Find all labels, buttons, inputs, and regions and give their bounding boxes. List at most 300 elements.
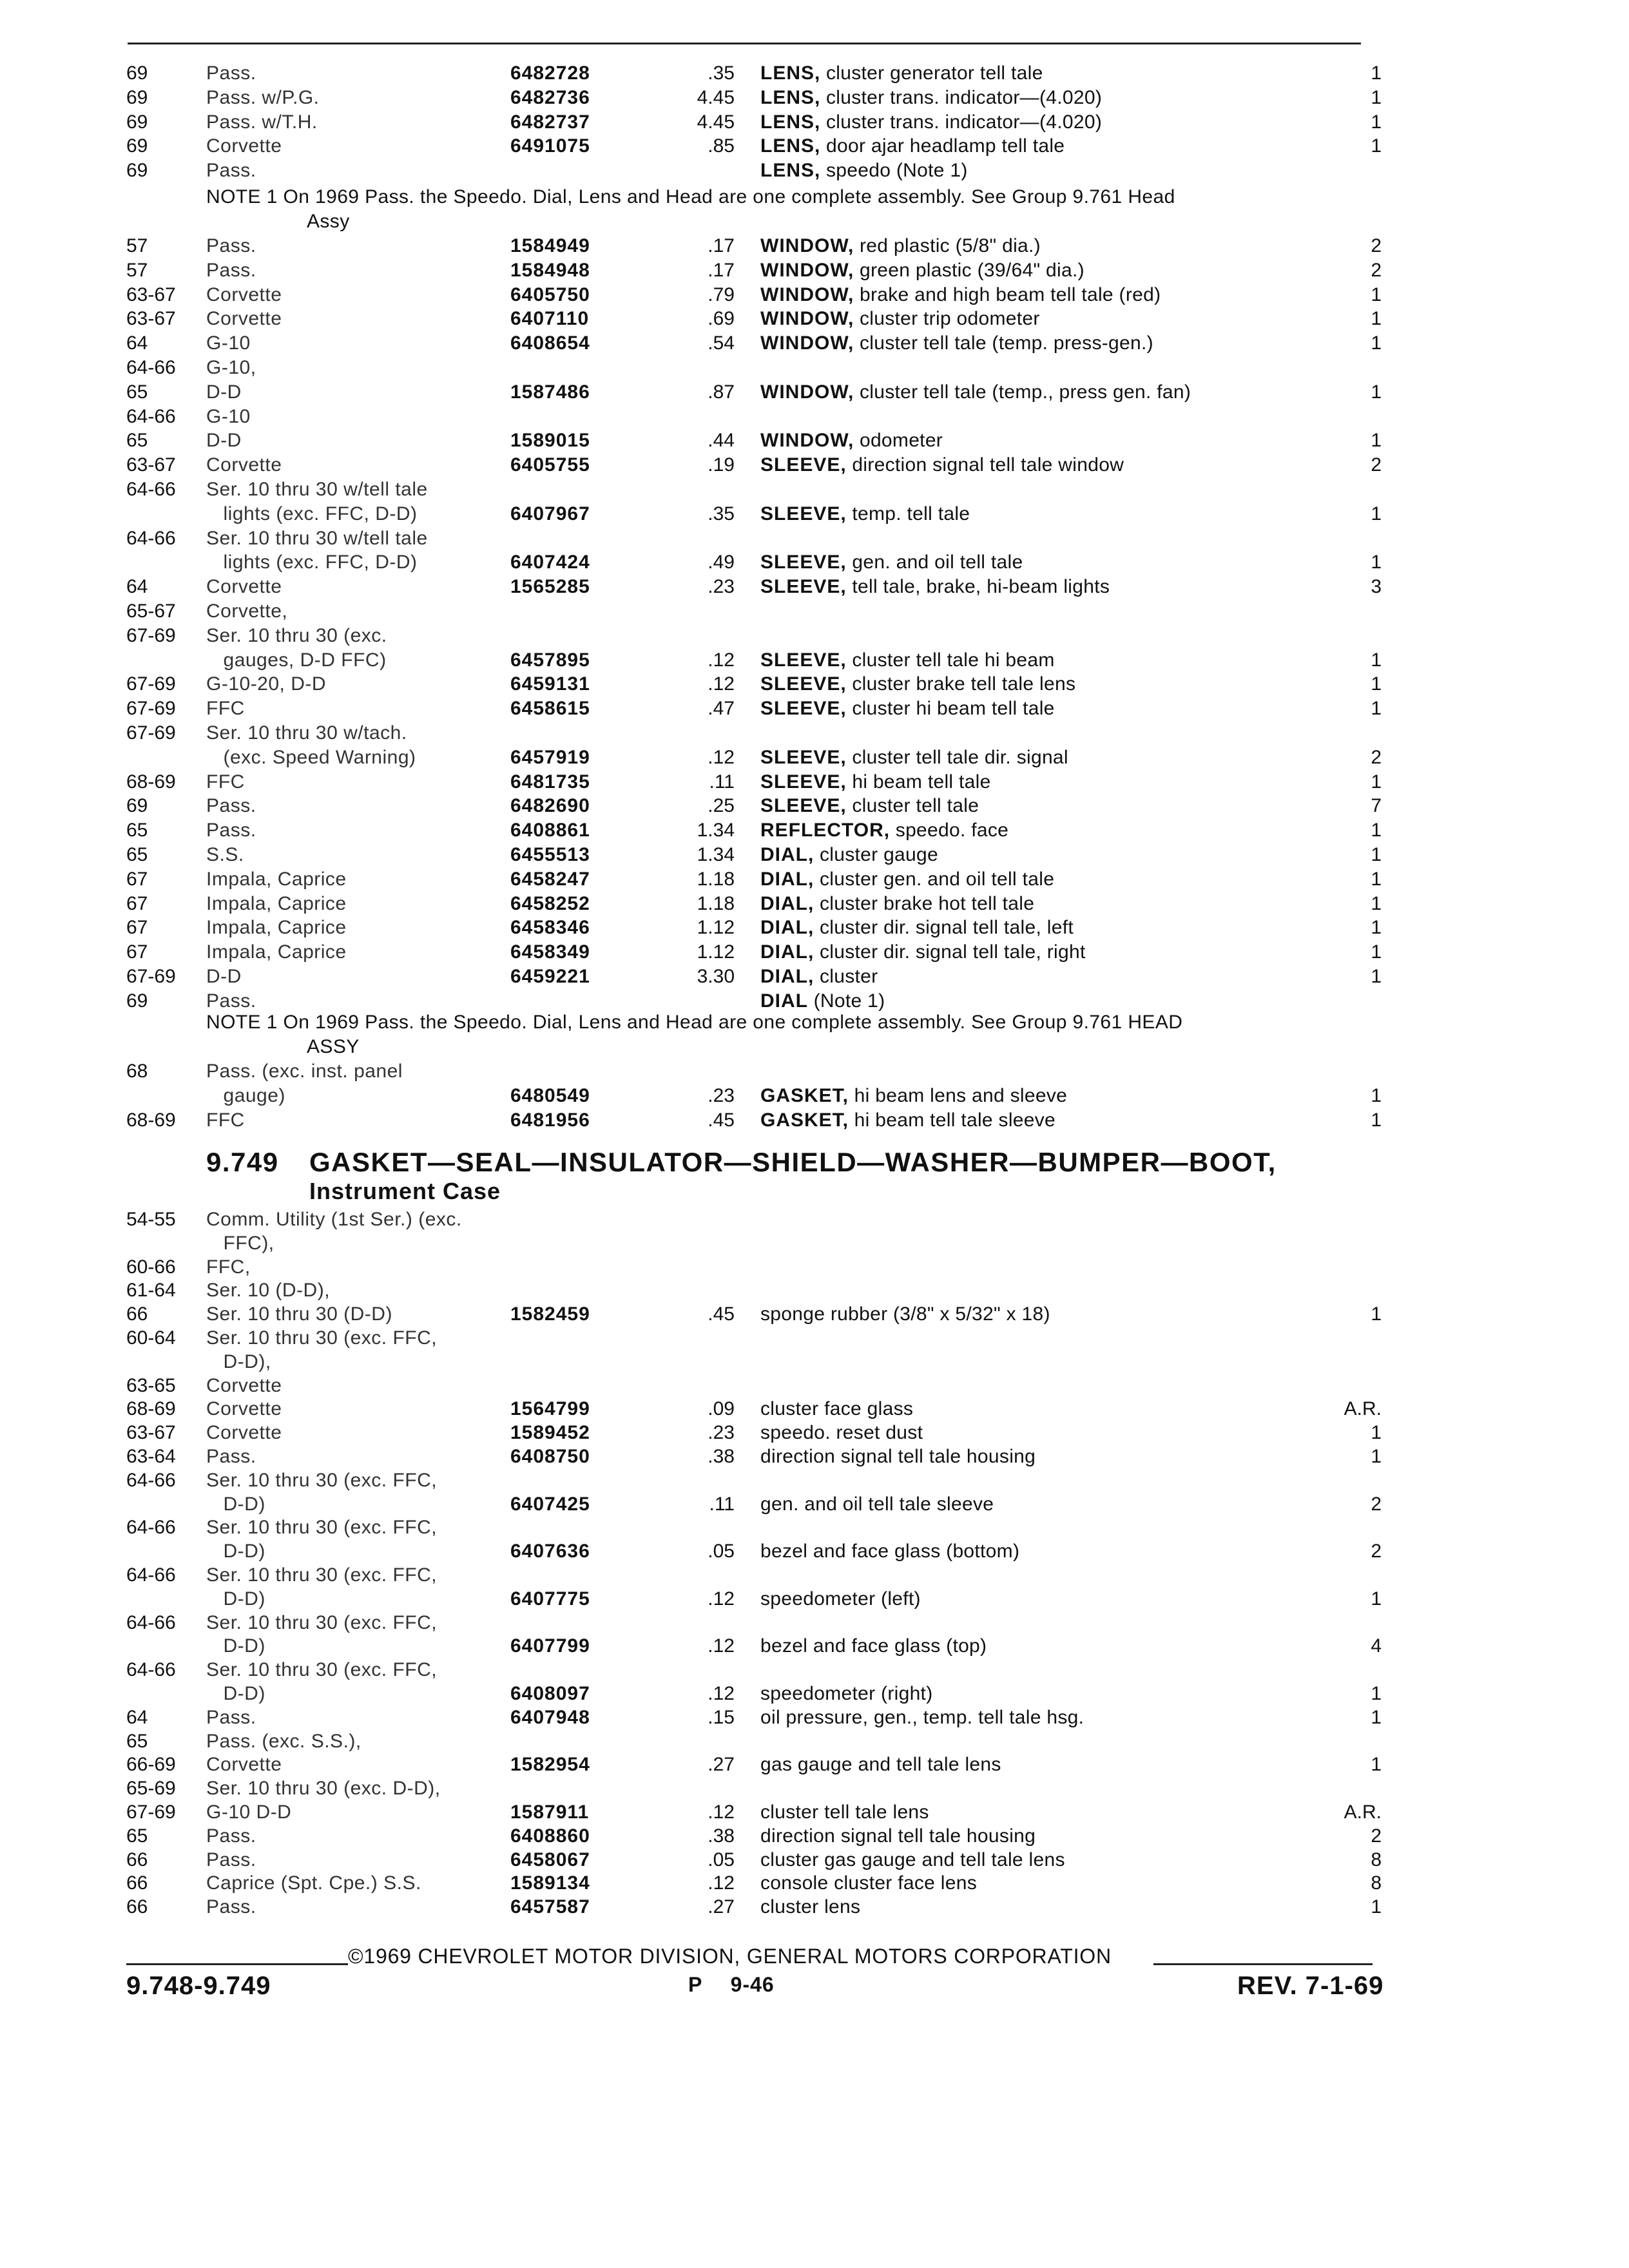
model-years: 65 <box>126 844 148 865</box>
table-row <box>0 1611 1629 1635</box>
model-years: 65 <box>126 430 148 452</box>
model-application: Ser. 10 thru 30 (exc. FFC, <box>206 1517 438 1539</box>
model-application: Corvette <box>206 454 282 476</box>
table-row <box>0 405 1629 429</box>
quantity: 1 <box>1371 62 1382 84</box>
part-name: DIAL, <box>760 941 815 963</box>
model-application: Pass. <box>206 795 256 817</box>
model-years: 69 <box>126 135 148 157</box>
description-text: cluster generator tell tale <box>826 62 1043 84</box>
footer-revision: REV. 7-1-69 <box>1237 1972 1384 2000</box>
part-description <box>760 648 1327 673</box>
part-name: SLEEVE, <box>760 673 847 695</box>
section-subtitle: Instrument Case <box>309 1178 501 1204</box>
description-text: cluster tell tale lens <box>760 1802 929 1823</box>
footer-rule-right <box>1153 1963 1373 1965</box>
part-description <box>760 1539 1327 1564</box>
part-description <box>760 134 1327 159</box>
quantity: 7 <box>1371 795 1382 817</box>
description-text: cluster <box>819 966 878 987</box>
description-text: cluster trip odometer <box>859 308 1040 330</box>
model-application: Corvette <box>206 284 282 305</box>
model-years: 61-64 <box>126 1280 176 1302</box>
table-row <box>0 159 1629 183</box>
list-price: .27 <box>708 1896 735 1918</box>
model-years: 64 <box>126 576 148 598</box>
description-text: cluster dir. signal tell tale, left <box>819 917 1074 939</box>
part-number: 1589015 <box>510 430 590 452</box>
part-name: SLEEVE, <box>760 454 847 476</box>
description-text: console cluster face lens <box>760 1872 978 1894</box>
model-years: 68-69 <box>126 1109 176 1131</box>
part-name: DIAL <box>760 990 808 1012</box>
part-number: 6407110 <box>510 308 590 330</box>
model-years: 63-67 <box>126 284 176 305</box>
model-application: (exc. Speed Warning) <box>206 746 416 768</box>
part-number: 6407425 <box>510 1493 590 1515</box>
section-number: 9.749 <box>206 1147 279 1177</box>
part-description <box>760 1084 1327 1108</box>
model-years: 64-66 <box>126 527 176 549</box>
table-row <box>0 86 1629 110</box>
description-text: temp. tell tale <box>852 503 970 524</box>
model-years: 69 <box>126 160 148 182</box>
model-application: D-D) <box>206 1493 265 1515</box>
description-text: hi beam tell tale sleeve <box>854 1109 1056 1131</box>
table-row <box>0 356 1629 380</box>
quantity: 1 <box>1371 135 1382 157</box>
quantity: 1 <box>1371 86 1382 108</box>
model-application: Pass. <box>206 160 256 182</box>
model-application: G-10, <box>206 357 256 378</box>
part-number: 6407636 <box>510 1541 590 1562</box>
table-row <box>0 672 1629 697</box>
description-text: speedo. reset dust <box>760 1422 923 1444</box>
list-price: .09 <box>708 1398 735 1420</box>
part-description <box>760 283 1327 307</box>
part-name: SLEEVE, <box>760 795 847 817</box>
part-name: GASKET, <box>760 1109 849 1131</box>
table-row <box>0 648 1629 673</box>
list-price: .69 <box>708 308 735 330</box>
description-text: cluster tell tale (temp., press gen. fan) <box>859 381 1191 403</box>
list-price: 4.45 <box>697 111 735 133</box>
list-price: .87 <box>708 381 735 403</box>
model-application: Pass. <box>206 1706 256 1728</box>
part-number: 6459131 <box>510 673 590 695</box>
table-row <box>0 1563 1629 1588</box>
part-number: 1584948 <box>510 259 590 281</box>
table-row <box>0 867 1629 892</box>
list-price: .23 <box>708 576 735 598</box>
table-row <box>0 526 1629 551</box>
table-row <box>0 258 1629 283</box>
model-years: 69 <box>126 62 148 84</box>
model-application: Corvette <box>206 308 282 330</box>
model-application: D-D) <box>206 1588 265 1610</box>
description-text: speedo. face <box>895 820 1009 841</box>
part-name: DIAL, <box>760 966 815 987</box>
part-number: 6482728 <box>510 62 590 84</box>
model-application: D-D <box>206 430 242 452</box>
quantity: 1 <box>1371 1303 1382 1325</box>
table-row <box>0 1895 1629 1919</box>
quantity: 1 <box>1371 1683 1382 1704</box>
table-row <box>0 624 1629 648</box>
table-row <box>0 1800 1629 1825</box>
quantity: 2 <box>1371 454 1382 476</box>
part-number: 6459221 <box>510 966 590 987</box>
note-1-cont: Assy <box>307 211 350 232</box>
description-text: red plastic (5/8" dia.) <box>859 235 1041 256</box>
quantity: 2 <box>1371 235 1382 256</box>
part-number: 1582954 <box>510 1754 590 1776</box>
quantity: 2 <box>1371 1493 1382 1515</box>
model-application: Comm. Utility (1st Ser.) (exc. <box>206 1209 462 1230</box>
description-text: gas gauge and tell tale lens <box>760 1754 1001 1776</box>
part-number: 6457895 <box>510 649 590 671</box>
quantity: 1 <box>1371 844 1382 865</box>
table-row <box>0 1682 1629 1706</box>
part-number: 6482690 <box>510 795 590 817</box>
table-row <box>0 134 1629 159</box>
model-application: D-D <box>206 381 242 403</box>
model-years: 66 <box>126 1303 148 1325</box>
part-name: SLEEVE, <box>760 649 847 671</box>
model-application: FFC <box>206 771 245 793</box>
description-text: cluster hi beam tell tale <box>852 698 1055 720</box>
model-years: 66 <box>126 1849 148 1870</box>
model-application: gauge) <box>206 1084 285 1106</box>
table-row <box>0 550 1629 575</box>
table-row <box>0 1326 1629 1350</box>
part-name: LENS, <box>760 86 821 108</box>
part-name: GASKET, <box>760 1084 849 1106</box>
model-application: Pass. <box>206 235 256 256</box>
part-name: SLEEVE, <box>760 503 847 524</box>
model-years: 64-66 <box>126 1517 176 1539</box>
table-row <box>0 1445 1629 1469</box>
table-row <box>0 1084 1629 1108</box>
table-row <box>0 331 1629 356</box>
list-price: .12 <box>708 1802 735 1823</box>
part-name: DIAL, <box>760 892 815 914</box>
quantity: 2 <box>1371 1541 1382 1562</box>
quantity: 1 <box>1371 1109 1382 1131</box>
part-description <box>760 428 1327 453</box>
part-description <box>760 110 1327 135</box>
quantity: 3 <box>1371 576 1382 598</box>
model-years: 67-69 <box>126 1802 176 1823</box>
description-text: tell tale, brake, hi-beam lights <box>852 576 1110 598</box>
table-row <box>0 1278 1629 1303</box>
model-years: 65-67 <box>126 601 176 622</box>
model-years: 69 <box>126 86 148 108</box>
model-application: D-D <box>206 966 242 987</box>
model-application: Pass. <box>206 1896 256 1918</box>
part-number: 6407948 <box>510 1706 590 1728</box>
description-text: cluster gauge <box>819 844 938 865</box>
model-application: Ser. 10 (D-D), <box>206 1280 331 1302</box>
part-name: WINDOW, <box>760 381 854 403</box>
part-description <box>760 1753 1327 1777</box>
model-years: 67 <box>126 941 148 963</box>
part-description <box>760 818 1327 843</box>
list-price: .15 <box>708 1706 735 1728</box>
list-price: .11 <box>709 771 735 793</box>
model-application: Pass. <box>206 62 256 84</box>
note-2-cont: ASSY <box>307 1036 360 1057</box>
part-number: 6480549 <box>510 1084 590 1106</box>
table-row <box>0 575 1629 599</box>
model-years: 64-66 <box>126 1469 176 1491</box>
table-row <box>0 1255 1629 1280</box>
list-price: .17 <box>708 259 735 281</box>
quantity: 1 <box>1371 966 1382 987</box>
model-years: 64-66 <box>126 405 176 427</box>
list-price: .12 <box>708 746 735 768</box>
model-application: Pass. w/T.H. <box>206 111 318 133</box>
model-application: FFC <box>206 1109 245 1131</box>
model-application: Pass. (exc. inst. panel <box>206 1061 403 1082</box>
table-row <box>0 1824 1629 1849</box>
part-description <box>760 307 1327 331</box>
part-description <box>760 86 1327 110</box>
footer-rule-left <box>126 1963 348 1965</box>
model-application: Corvette, <box>206 601 288 622</box>
part-number: 6455513 <box>510 844 590 865</box>
list-price: .17 <box>708 235 735 256</box>
model-application: FFC, <box>206 1256 251 1278</box>
part-number: 6408860 <box>510 1825 590 1847</box>
model-application: Ser. 10 thru 30 (exc. FFC, <box>206 1469 438 1491</box>
table-row <box>0 1658 1629 1682</box>
model-years: 67 <box>126 917 148 939</box>
description-text: gen. and oil tell tale sleeve <box>760 1493 994 1515</box>
part-description <box>760 1108 1327 1133</box>
table-row <box>0 770 1629 794</box>
part-number: 6481735 <box>510 771 590 793</box>
model-application: Pass. <box>206 1849 256 1870</box>
quantity: 1 <box>1371 552 1382 573</box>
part-name: DIAL, <box>760 917 815 939</box>
part-number: 6408750 <box>510 1446 590 1467</box>
part-number: 1587486 <box>510 381 590 403</box>
model-years: 67-69 <box>126 698 176 720</box>
part-number: 6407799 <box>510 1635 590 1657</box>
description-text: cluster tell tale hi beam <box>852 649 1055 671</box>
part-number: 6458067 <box>510 1849 590 1870</box>
description-text: cluster brake hot tell tale <box>819 892 1035 914</box>
part-number: 1584949 <box>510 235 590 256</box>
description-text: sponge rubber (3/8" x 5/32" x 18) <box>760 1303 1050 1325</box>
part-description <box>760 745 1327 770</box>
part-description <box>760 770 1327 794</box>
model-application: D-D) <box>206 1541 265 1562</box>
part-name: SLEEVE, <box>760 746 847 768</box>
list-price: 3.30 <box>697 966 735 987</box>
model-years: 65 <box>126 381 148 403</box>
model-application: Corvette <box>206 1398 282 1420</box>
description-text: cluster tell tale dir. signal <box>852 746 1068 768</box>
description-text: speedometer (right) <box>760 1683 933 1704</box>
model-years: 69 <box>126 111 148 133</box>
part-name: LENS, <box>760 135 821 157</box>
quantity: 1 <box>1371 1754 1382 1776</box>
table-row <box>0 1468 1629 1493</box>
description-text: cluster gen. and oil tell tale <box>819 868 1055 890</box>
part-number: 1565285 <box>510 576 590 598</box>
model-years: 63-67 <box>126 1422 176 1444</box>
table-row <box>0 234 1629 258</box>
table-row <box>0 1729 1629 1754</box>
part-description <box>760 1871 1327 1896</box>
model-application: G-10-20, D-D <box>206 673 327 695</box>
quantity: 1 <box>1371 941 1382 963</box>
part-number: 6407775 <box>510 1588 590 1610</box>
model-application: Impala, Caprice <box>206 892 347 914</box>
part-description <box>760 965 1327 989</box>
description-text: cluster gas gauge and tell tale lens <box>760 1849 1065 1870</box>
description-text: hi beam tell tale <box>852 771 991 793</box>
part-description <box>760 159 1327 183</box>
model-years: 67-69 <box>126 624 176 646</box>
list-price: .12 <box>708 1872 735 1894</box>
model-years: 64-66 <box>126 1611 176 1633</box>
note-2: NOTE 1 On 1969 Pass. the Speedo. Dial, Lens and Head are one complete assembly. See Group 9.761 HEAD <box>206 1012 1183 1033</box>
model-application: Pass. <box>206 1446 256 1467</box>
table-row <box>0 697 1629 721</box>
list-price: .23 <box>708 1084 735 1106</box>
model-application: Corvette <box>206 1754 282 1776</box>
quantity: 1 <box>1371 1588 1382 1610</box>
model-years: 65 <box>126 820 148 841</box>
quantity: 1 <box>1371 284 1382 305</box>
list-price: .44 <box>708 430 735 452</box>
table-row <box>0 380 1629 405</box>
quantity: 4 <box>1371 1635 1382 1657</box>
list-price: .35 <box>708 62 735 84</box>
model-years: 69 <box>126 795 148 817</box>
description-text: cluster trans. indicator—(4.020) <box>826 86 1103 108</box>
part-description <box>760 1397 1327 1421</box>
quantity: 1 <box>1371 111 1382 133</box>
quantity: 1 <box>1371 503 1382 524</box>
model-years: 63-64 <box>126 1446 176 1467</box>
description-text: cluster brake tell tale lens <box>852 673 1076 695</box>
table-row <box>0 283 1629 307</box>
part-name: WINDOW, <box>760 332 854 354</box>
part-description <box>760 380 1327 405</box>
model-application: gauges, D-D FFC) <box>206 649 387 671</box>
part-description <box>760 1634 1327 1658</box>
model-years: 64-66 <box>126 357 176 378</box>
part-name: WINDOW, <box>760 235 854 256</box>
model-application: Ser. 10 thru 30 w/tell tale <box>206 479 428 500</box>
quantity: 1 <box>1371 698 1382 720</box>
model-years: 66-69 <box>126 1754 176 1776</box>
model-application: Ser. 10 thru 30 w/tell tale <box>206 527 428 549</box>
table-row <box>0 965 1629 989</box>
model-application: Ser. 10 thru 30 (exc. FFC, <box>206 1611 438 1633</box>
model-application: FFC <box>206 698 245 720</box>
table-row <box>0 892 1629 916</box>
model-years: 67-69 <box>126 673 176 695</box>
table-row <box>0 1108 1629 1133</box>
quantity: 1 <box>1371 771 1382 793</box>
model-application: Pass. <box>206 990 256 1012</box>
model-application: Ser. 10 thru 30 (exc. FFC, <box>206 1327 438 1349</box>
description-text: speedometer (left) <box>760 1588 921 1610</box>
description-text: direction signal tell tale housing <box>760 1446 1036 1467</box>
description-text: odometer <box>859 430 943 452</box>
part-name: SLEEVE, <box>760 552 847 573</box>
table-row <box>0 916 1629 940</box>
quantity: 1 <box>1371 892 1382 914</box>
model-application: lights (exc. FFC, D-D) <box>206 552 418 573</box>
model-years: 69 <box>126 990 148 1012</box>
list-price: .38 <box>708 1825 735 1847</box>
description-text: oil pressure, gen., temp. tell tale hsg. <box>760 1706 1084 1728</box>
model-years: 66 <box>126 1872 148 1894</box>
model-application: FFC), <box>206 1232 275 1254</box>
list-price: .45 <box>708 1109 735 1131</box>
table-row <box>0 1374 1629 1398</box>
part-description <box>760 1302 1327 1327</box>
list-price: .49 <box>708 552 735 573</box>
part-description <box>760 672 1327 697</box>
part-description <box>760 575 1327 599</box>
section-heading <box>206 1147 1277 1178</box>
table-row <box>0 1492 1629 1517</box>
description-text: direction signal tell tale housing <box>760 1825 1036 1847</box>
table-row <box>0 1350 1629 1374</box>
list-price: 1.34 <box>697 820 735 841</box>
table-row <box>0 477 1629 502</box>
part-number: 6481956 <box>510 1109 590 1131</box>
list-price: .23 <box>708 1422 735 1444</box>
part-number: 6482737 <box>510 111 590 133</box>
table-row <box>0 1421 1629 1445</box>
description-text: bezel and face glass (top) <box>760 1635 987 1657</box>
part-number: 1589452 <box>510 1422 590 1444</box>
description-text: hi beam lens and sleeve <box>854 1084 1068 1106</box>
table-row <box>0 1848 1629 1872</box>
part-description <box>760 892 1327 916</box>
quantity: 1 <box>1371 820 1382 841</box>
quantity: 2 <box>1371 746 1382 768</box>
part-description <box>760 1706 1327 1730</box>
model-application: Ser. 10 thru 30 (exc. <box>206 624 387 646</box>
quantity: 2 <box>1371 259 1382 281</box>
list-price: .12 <box>708 1635 735 1657</box>
list-price: .12 <box>708 1588 735 1610</box>
quantity: A.R. <box>1344 1802 1382 1823</box>
part-name: WINDOW, <box>760 284 854 305</box>
part-description <box>760 794 1327 818</box>
list-price: .19 <box>708 454 735 476</box>
list-price: 1.18 <box>697 892 735 914</box>
list-price: .12 <box>708 1683 735 1704</box>
table-row <box>0 1776 1629 1801</box>
model-application: Ser. 10 thru 30 (D-D) <box>206 1303 392 1325</box>
model-years: 57 <box>126 259 148 281</box>
quantity: 8 <box>1371 1849 1382 1870</box>
model-application: Ser. 10 thru 30 (exc. FFC, <box>206 1564 438 1586</box>
note-1: NOTE 1 On 1969 Pass. the Speedo. Dial, Lens and Head are one complete assembly. See Group 9.761 Head <box>206 186 1175 207</box>
model-years: 64 <box>126 332 148 354</box>
list-price: .11 <box>709 1493 735 1515</box>
